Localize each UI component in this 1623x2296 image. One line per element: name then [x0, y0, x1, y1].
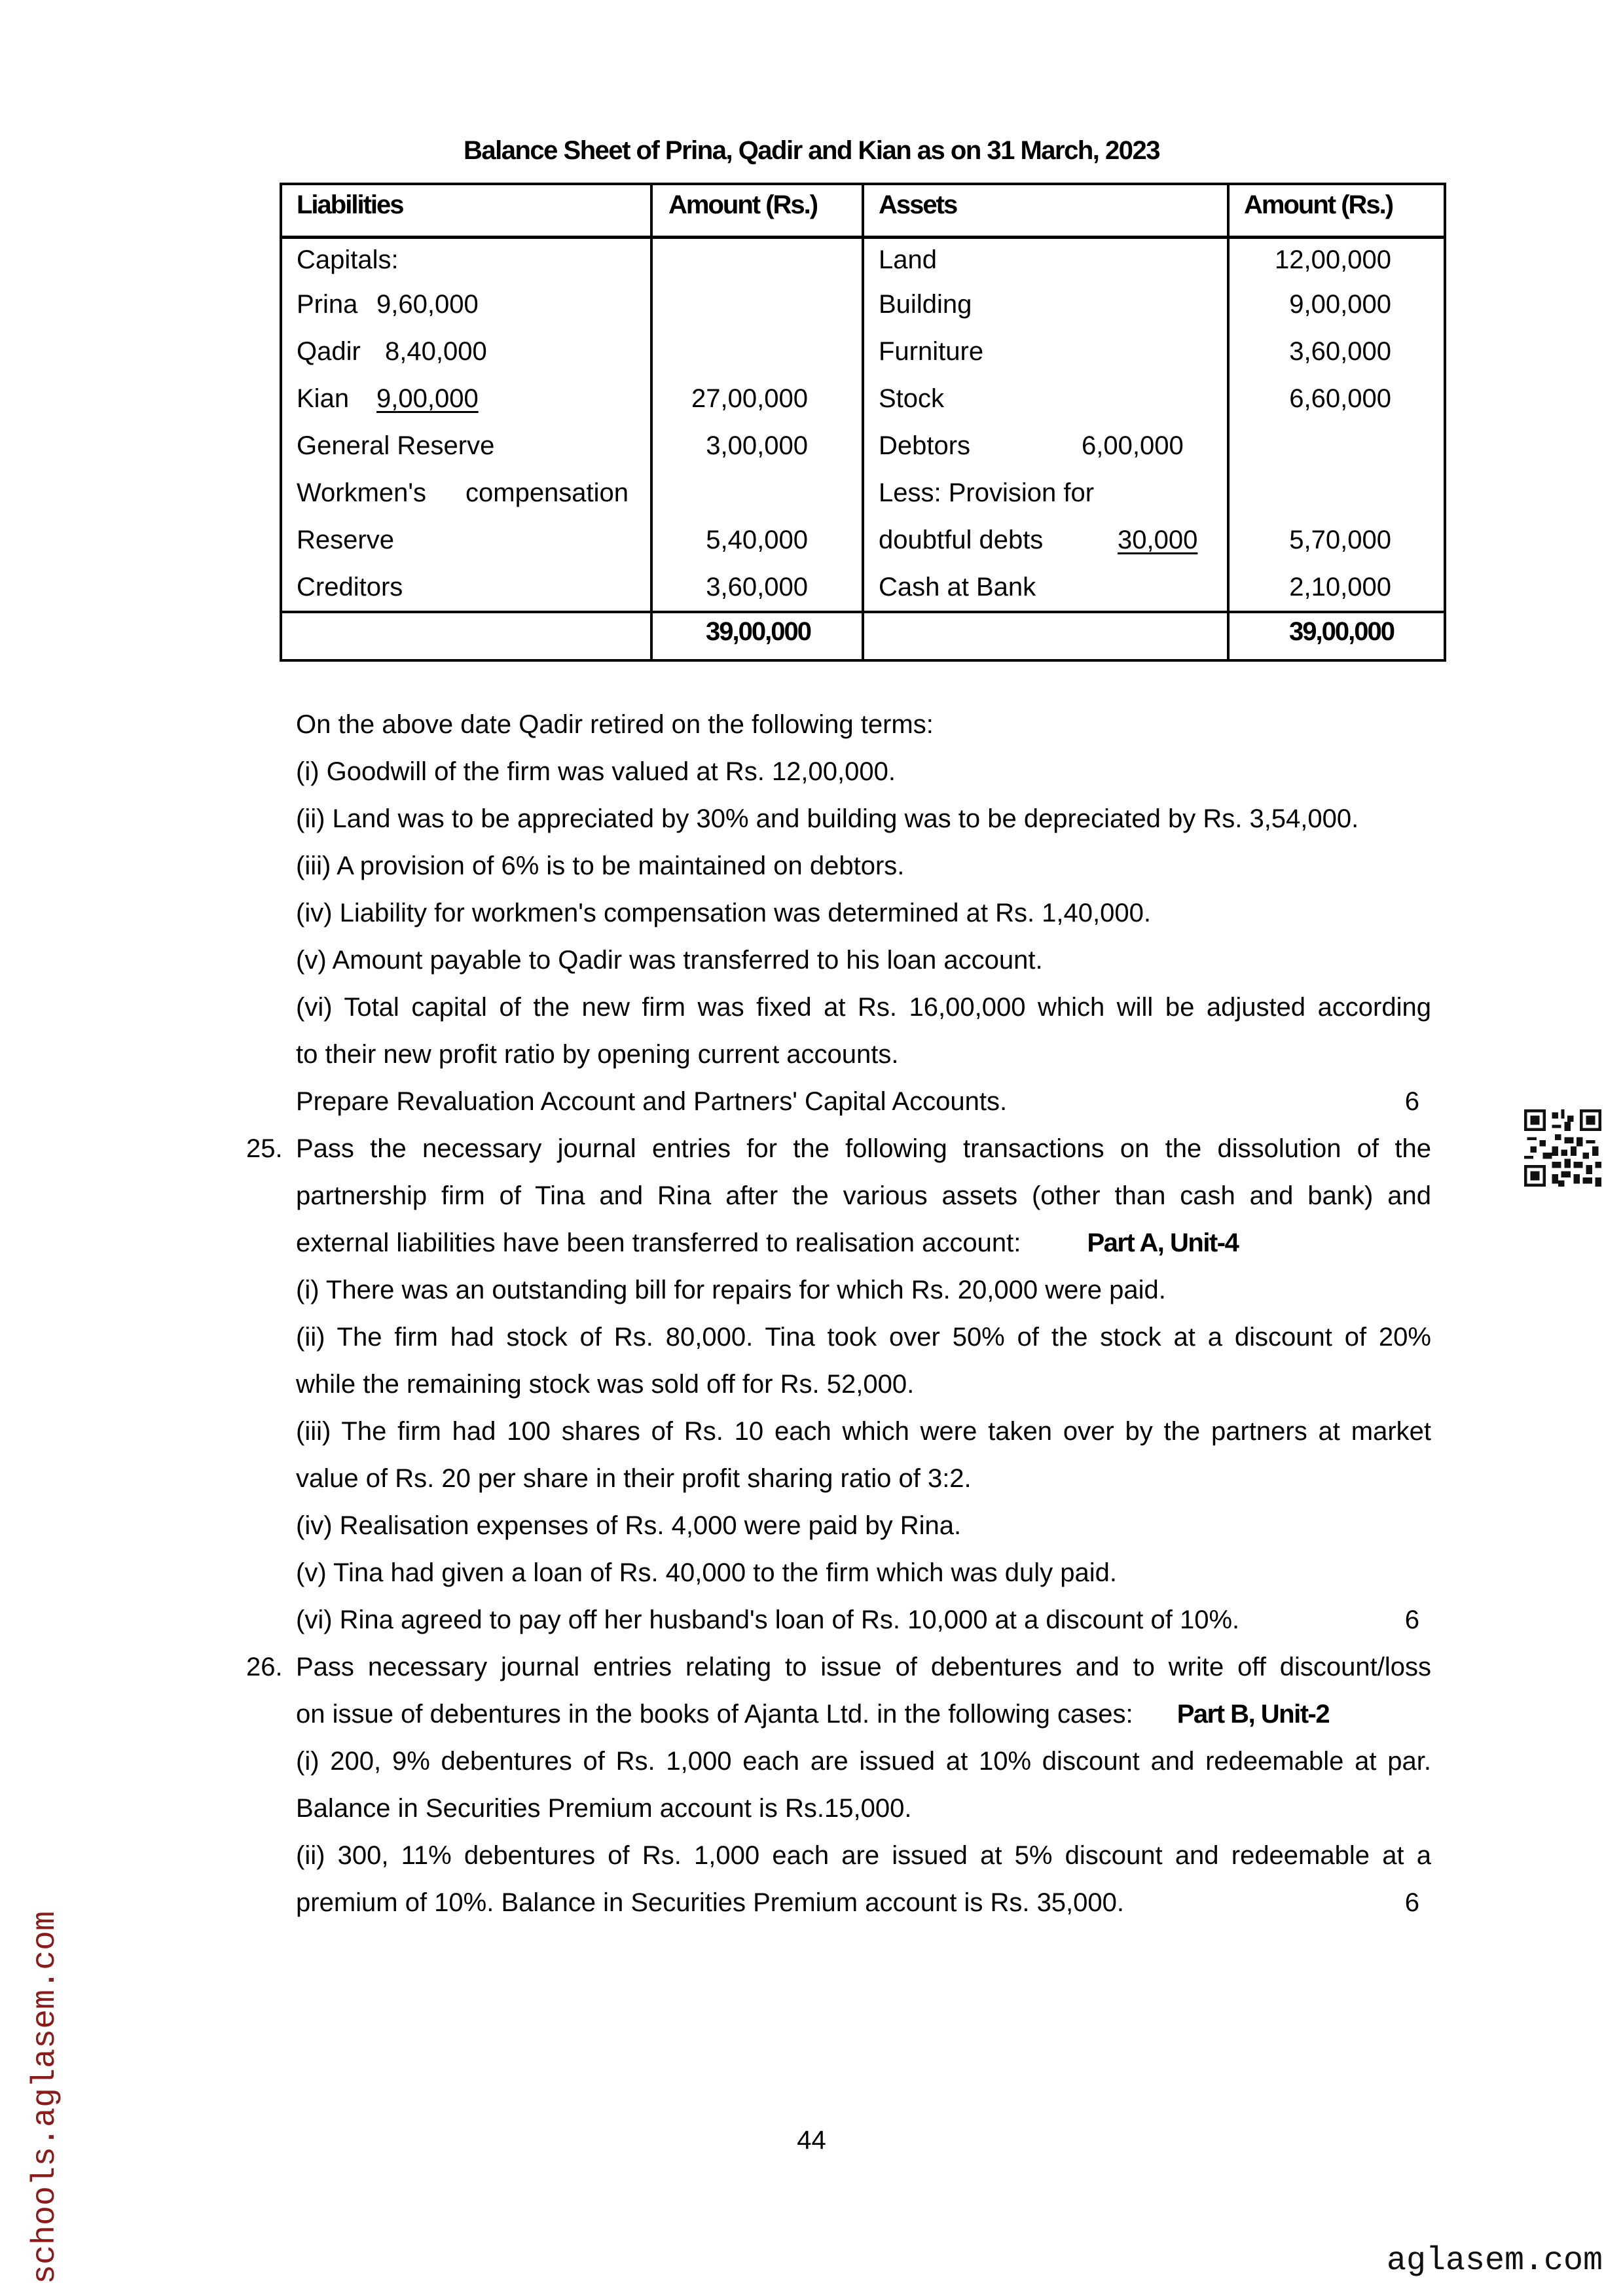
asset-label: Furniture [863, 328, 1228, 375]
table-row [281, 469, 1445, 516]
q25-item: (v) Tina had given a loan of Rs. 40,000 to the firm which was duly paid. [296, 1558, 1118, 1587]
liability-amount: 27,00,000 [651, 375, 863, 422]
table-row [281, 516, 1445, 564]
asset-label: Building [863, 281, 1228, 328]
q24-instruction: Prepare Revaluation Account and Partners' Capital Accounts. [296, 1087, 1008, 1116]
q26-item: premium of 10%. Balance in Securities Premium account is Rs. 35,000. [296, 1888, 1125, 1917]
q25-number: 25. [246, 1134, 283, 1163]
partner-capital: 8,40,000 [385, 337, 487, 366]
q24-term: to their new profit ratio by opening current accounts. [296, 1040, 899, 1069]
q24-instruction-line [246, 1078, 1431, 1125]
liability-name: Capitals: [297, 245, 399, 274]
totals-empty-left [281, 612, 651, 660]
asset-label: Less: Provision for [863, 469, 1228, 516]
q24-term: (iv) Liability for workmen's compensation was determined at Rs. 1,40,000. [296, 899, 1151, 927]
partner-capital: 9,00,000 [376, 384, 479, 413]
table-row [281, 375, 1445, 422]
balance-sheet-title: Balance Sheet of Prina, Qadir and Kian as on 31 March, 2023 [463, 136, 1160, 165]
header-liab-amount: Amount (Rs.) [651, 184, 863, 238]
q26-line [246, 1643, 1431, 1691]
q25-marks: 6 [1404, 1605, 1419, 1634]
table-header-row [281, 184, 1445, 238]
asset-amount: 12,00,000 [1228, 238, 1445, 281]
asset-label: Cash at Bank [863, 564, 1228, 612]
header-liabilities: Liabilities [281, 184, 651, 238]
liability-name-cont: compensation [465, 478, 629, 507]
q25-item: (i) There was an outstanding bill for repairs for which Rs. 20,000 were paid. [296, 1276, 1166, 1304]
asset-subvalue: 6,00,000 [1082, 431, 1184, 460]
q25-item: while the remaining stock was sold off for Rs. 52,000. [296, 1370, 915, 1399]
asset-amount: 3,60,000 [1228, 328, 1445, 375]
liability-label [281, 469, 651, 516]
q24-marks: 6 [1404, 1087, 1419, 1116]
watermark-left: schools.aglasem.com [27, 1910, 64, 2284]
assets-total: 39,00,000 [1228, 612, 1445, 660]
liability-amount: 5,40,000 [651, 516, 863, 564]
q25-item: (iii) The firm had 100 shares of Rs. 10 each which were taken over by the partners at market [296, 1417, 1431, 1446]
q26-item: Balance in Securities Premium account is Rs.15,000. [296, 1794, 912, 1823]
watermark-right: aglasem.com [1387, 2242, 1603, 2280]
asset-amount [1228, 469, 1445, 516]
q25-item-last [246, 1596, 1431, 1643]
asset-name: doubtful debts [879, 526, 1044, 554]
q25-line [246, 1219, 1431, 1266]
asset-amount: 5,70,000 [1228, 516, 1445, 564]
liability-label: Reserve [281, 516, 651, 564]
q25-syllabus-tag: Part A, Unit-4 [1087, 1229, 1239, 1257]
q24-term: (iii) A provision of 6% is to be maintained on debtors. [296, 852, 905, 880]
asset-amount: 9,00,000 [1228, 281, 1445, 328]
partner-capital: 9,60,000 [376, 290, 479, 319]
page-number: 44 [797, 2126, 826, 2155]
q26-number: 26. [246, 1653, 283, 1681]
q25-item: (iv) Realisation expenses of Rs. 4,000 were paid by Rina. [296, 1511, 962, 1540]
q26-item-last [246, 1879, 1431, 1926]
qr-code-icon[interactable] [1524, 1109, 1601, 1187]
q26-syllabus-tag: Part B, Unit-2 [1176, 1700, 1330, 1729]
liability-label [281, 281, 651, 328]
asset-amount: 6,60,000 [1228, 375, 1445, 422]
asset-amount: 2,10,000 [1228, 564, 1445, 612]
question-text [246, 701, 1431, 1926]
liabilities-total: 39,00,000 [651, 612, 863, 660]
q24-term: (i) Goodwill of the firm was valued at Rs. 12,00,000. [296, 757, 896, 786]
liability-name: Workmen's [297, 478, 427, 507]
q26-text: on issue of debentures in the books of Ajanta Ltd. in the following cases: [296, 1700, 1133, 1729]
asset-label [863, 516, 1228, 564]
partner-name: Kian [297, 384, 350, 413]
table-row [281, 281, 1445, 328]
q24-term: (vi) Total capital of the new firm was fixed at Rs. 16,00,000 which will be adjusted according [296, 993, 1431, 1022]
q25-text: Pass the necessary journal entries for the following transactions on the dissolution of the [296, 1134, 1431, 1163]
asset-label [863, 422, 1228, 469]
q25-line: partnership firm of Tina and Rina after the various assets (other than cash and bank) and [296, 1181, 1431, 1210]
table-row [281, 328, 1445, 375]
q25-line [246, 1125, 1431, 1172]
liability-label [281, 375, 651, 422]
q25-text: external liabilities have been transferred to realisation account: [296, 1229, 1021, 1257]
table-row [281, 422, 1445, 469]
liability-amount [651, 281, 863, 328]
q26-item: (ii) 300, 11% debentures of Rs. 1,000 each are issued at 5% discount and redeemable at a [296, 1841, 1431, 1870]
partner-name: Qadir [297, 337, 361, 366]
q26-item: (i) 200, 9% debentures of Rs. 1,000 each are issued at 10% discount and redeemable at par. [296, 1747, 1431, 1776]
q24-term: (ii) Land was to be appreciated by 30% and building was to be depreciated by Rs. 3,54,000. [296, 804, 1359, 833]
q25-item: value of Rs. 20 per share in their profit sharing ratio of 3:2. [296, 1464, 972, 1493]
liability-label [281, 328, 651, 375]
table-row [281, 238, 1445, 281]
asset-label: Land [863, 238, 1228, 281]
q26-text: Pass necessary journal entries relating to issue of debentures and to write off discount/loss [296, 1653, 1431, 1681]
q25-item: (vi) Rina agreed to pay off her husband's loan of Rs. 10,000 at a discount of 10%. [296, 1605, 1240, 1634]
q24-term: (v) Amount payable to Qadir was transferred to his loan account. [296, 946, 1043, 975]
liability-amount: 3,00,000 [651, 422, 863, 469]
liability-label: Creditors [281, 564, 651, 612]
q26-marks: 6 [1404, 1888, 1419, 1917]
liability-amount: 3,60,000 [651, 564, 863, 612]
table-row [281, 564, 1445, 612]
q25-item: (ii) The firm had stock of Rs. 80,000. Tina took over 50% of the stock at a discount of 20% [296, 1323, 1431, 1352]
liability-amount [651, 469, 863, 516]
liability-label [281, 238, 651, 281]
asset-amount [1228, 422, 1445, 469]
balance-sheet-table [280, 183, 1446, 662]
q24-intro: On the above date Qadir retired on the following terms: [296, 710, 934, 739]
liability-amount [651, 238, 863, 281]
q26-line [246, 1691, 1431, 1738]
partner-name: Prina [297, 290, 358, 319]
asset-name: Debtors [879, 431, 971, 460]
liability-amount [651, 328, 863, 375]
totals-row [281, 612, 1445, 660]
asset-label: Stock [863, 375, 1228, 422]
totals-empty-right [863, 612, 1228, 660]
liability-label: General Reserve [281, 422, 651, 469]
header-asset-amount: Amount (Rs.) [1228, 184, 1445, 238]
header-assets: Assets [863, 184, 1228, 238]
asset-subvalue: 30,000 [1118, 526, 1198, 554]
